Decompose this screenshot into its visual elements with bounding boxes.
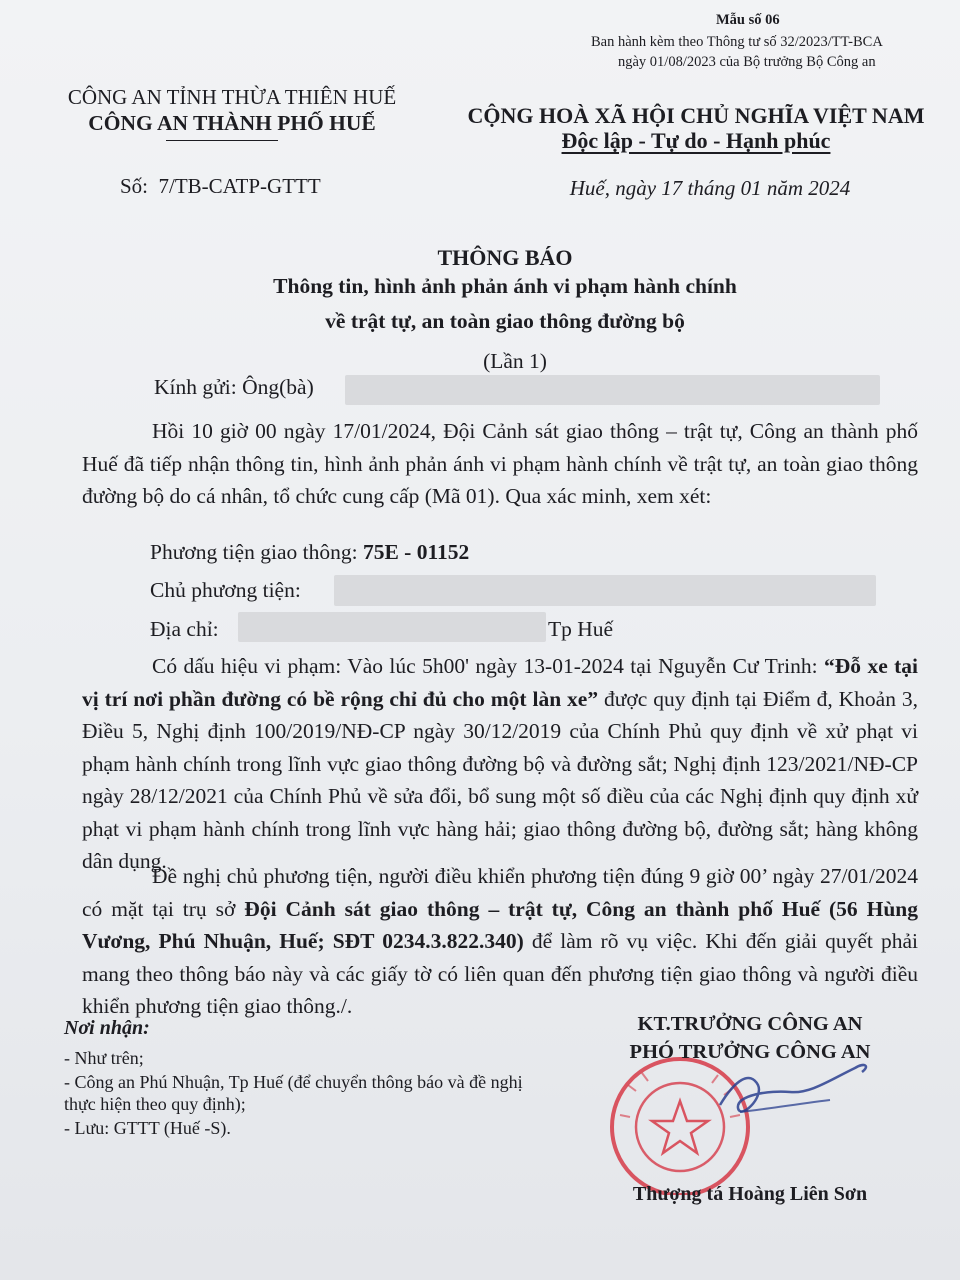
intro-text: Hồi 10 giờ 00 ngày 17/01/2024, Đội Cảnh sát giao thông – trật tự, Công an thành phố Huế đã tiếp nhận thông tin, hình ảnh phản ánh vi phạm hành chính về trật tự, an toàn giao thông đường bộ do cá nhân, tổ chức cung cấp (Mã 01). Qua xác minh, xem xét:: [82, 419, 918, 508]
recipient-item: - Lưu: GTTT (Huế -S).: [64, 1118, 231, 1138]
owner-redaction: [334, 575, 876, 606]
violation-lead: Có dấu hiệu vi phạm: Vào lúc 5h00' ngày 13-01-2024 tại Nguyễn Cư Trinh:: [152, 654, 818, 678]
intro-paragraph: [82, 415, 918, 513]
place-date: Huế, ngày 17 tháng 01 năm 2024: [569, 176, 851, 200]
number-value: 7/TB-CATP-GTTT: [158, 174, 321, 198]
owner-label: Chủ phương tiện:: [150, 578, 301, 602]
agency-underline: [166, 140, 278, 141]
signature-title-2: PHÓ TRƯỞNG CÔNG AN: [629, 1041, 871, 1063]
document-number: [120, 174, 321, 199]
number-label: Số:: [120, 174, 149, 198]
address-redaction: [238, 612, 546, 642]
title-round: (Lần 1): [483, 349, 547, 373]
address-label: Địa chỉ:: [150, 617, 219, 641]
request-office: Đội Cảnh sát giao thông – trật tự, Công an thành phố Huế (56 Hùng Vương, Phú Nhuận, Huế; SĐT 0234.3.822.340): [82, 896, 918, 953]
plate-label: Phương tiện giao thông:: [150, 540, 358, 564]
request-text-1: Đề nghị chủ phương tiện, người điều khiển phương tiện đúng 9 giờ 00’ ngày 27/01/2024 có mặt tại trụ sở: [82, 864, 918, 921]
form-issued-date: ngày 01/08/2023 của Bộ trưởng Bộ Công an: [618, 54, 876, 70]
violation-basis: được quy định tại Điểm đ, Khoản 3, Điều 5, Nghị định 100/2019/NĐ-CP ngày 30/12/2019 của Chính Phủ quy định về xử phạt vi phạm hành chính trong lĩnh vực giao thông đường bộ và đường sắt; Nghị định 123/2021/NĐ-CP ngày 28/12/2021 của Chính Phủ về sửa đổi, bổ sung một số điều của các Nghị định quy định xử phạt vi phạm hành chính trong lĩnh vực hàng hải; giao thông đường bộ, đường sắt; hàng không dân dụng.: [82, 686, 918, 873]
recipient-item: - Như trên;: [64, 1048, 144, 1068]
addressee-redaction: [345, 375, 880, 405]
request-text-2: để làm rõ vụ việc. Khi đến giải quyết phải mang theo thông báo này và các giấy tờ có liên quan đến phương tiện giao thông và người điều khiển phương tiện giao thông./.: [82, 929, 919, 1018]
vehicle-plate-line: [150, 540, 469, 565]
signature-title-1: KT.TRƯỞNG CÔNG AN: [637, 1013, 863, 1035]
form-number: Mẫu số 06: [716, 12, 780, 28]
request-paragraph: [82, 860, 918, 1023]
violation-text: [82, 650, 918, 878]
document-title: THÔNG BÁO: [437, 245, 573, 270]
violation-offense: “Đỗ xe tại vị trí nơi phần đường có bề rộng chỉ đủ cho một làn xe”: [82, 654, 919, 711]
addressee-label: Kính gửi: Ông(bà): [154, 375, 314, 399]
recipient-item: - Công an Phú Nhuận, Tp Huế (để chuyển thông báo và đề nghị thực hiện theo quy định);: [64, 1072, 523, 1114]
nation-name: CỘNG HOÀ XÃ HỘI CHỦ NGHĨA VIỆT NAM: [467, 103, 925, 128]
agency-name: CÔNG AN THÀNH PHỐ HUẾ: [88, 111, 376, 135]
recipients-block: [64, 1017, 534, 1141]
request-text: [82, 860, 918, 1023]
recipients-heading: Nơi nhận:: [64, 1017, 150, 1039]
violation-paragraph: [82, 650, 918, 878]
address-city: Tp Huế: [548, 617, 614, 641]
agency-parent: CÔNG AN TỈNH THỪA THIÊN HUẾ: [67, 85, 397, 109]
title-line-1: Thông tin, hình ảnh phản ánh vi phạm hành chính: [273, 274, 737, 298]
form-issued-with: Ban hành kèm theo Thông tư số 32/2023/TT-BCA: [591, 34, 883, 50]
title-line-2: về trật tự, an toàn giao thông đường bộ: [325, 309, 685, 333]
signer-name: Thượng tá Hoàng Liên Sơn: [632, 1183, 868, 1205]
nation-motto: Độc lập - Tự do - Hạnh phúc: [561, 128, 831, 153]
handwritten-signature: [680, 1050, 880, 1140]
plate-number: 75E - 01152: [362, 540, 470, 564]
